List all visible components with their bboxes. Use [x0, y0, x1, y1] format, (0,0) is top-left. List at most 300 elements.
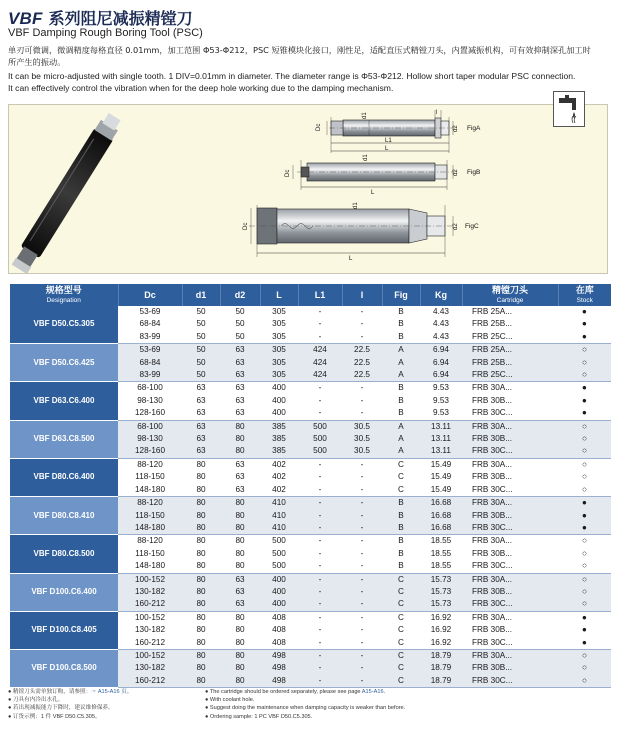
cell-fig: C [382, 662, 420, 674]
cell-kg: 9.53 [420, 382, 462, 395]
col-l: l [342, 284, 382, 306]
cell-cartridge: FRB 30A... [462, 611, 558, 624]
cell-stock: ○ [558, 675, 611, 688]
cell-d1: 63 [182, 433, 220, 445]
notes-english [205, 688, 405, 721]
table-row [10, 573, 611, 586]
cell-d2: 50 [220, 318, 260, 330]
cell-dc: 160-212 [118, 598, 182, 611]
cell-dc: 83-99 [118, 331, 182, 344]
cell-dc: 130-182 [118, 624, 182, 636]
table-row [10, 535, 611, 548]
page-reference-link[interactable]: ☞ A15-A16 页 [91, 689, 127, 695]
cell-d2: 63 [220, 586, 260, 598]
cell-d2: 50 [220, 331, 260, 344]
cell-cartridge: FRB 30A... [462, 420, 558, 433]
table-row [10, 420, 611, 433]
fig-a-drawing [316, 110, 481, 153]
cell-stock: ○ [558, 598, 611, 611]
table-body [10, 306, 611, 688]
cell-l: - [342, 458, 382, 471]
cell-l: - [342, 548, 382, 560]
cell-L: 400 [260, 395, 298, 407]
cell-L: 305 [260, 357, 298, 369]
cell-L1: - [298, 649, 342, 662]
cell-L: 305 [260, 344, 298, 357]
cell-L1: 500 [298, 433, 342, 445]
cell-l: - [342, 611, 382, 624]
cell-L: 400 [260, 407, 298, 420]
cell-fig: C [382, 649, 420, 662]
cell-cartridge: FRB 30A... [462, 573, 558, 586]
cell-d2: 63 [220, 357, 260, 369]
technical-drawing [9, 105, 608, 274]
col-stock: 在库 Stock [558, 284, 611, 306]
cell-L: 400 [260, 598, 298, 611]
cell-L: 305 [260, 331, 298, 344]
page-subtitle: VBF Damping Rough Boring Tool (PSC) [8, 27, 203, 39]
note-en-4: ● Ordering sample: 1 PC VBF D50.C5.305. [205, 713, 313, 720]
cell-cartridge: FRB 30A... [462, 382, 558, 395]
cell-d1: 80 [182, 675, 220, 688]
cell-fig: B [382, 510, 420, 522]
table-row [10, 344, 611, 357]
cell-l: - [342, 535, 382, 548]
cell-l: - [342, 497, 382, 510]
cell-L1: - [298, 471, 342, 483]
cell-cartridge: FRB 25C... [462, 369, 558, 382]
cell-L1: - [298, 510, 342, 522]
cell-cartridge: FRB 30C... [462, 522, 558, 535]
cell-d1: 63 [182, 445, 220, 458]
cell-d1: 50 [182, 344, 220, 357]
cell-dc: 128-160 [118, 407, 182, 420]
cell-l: - [342, 586, 382, 598]
label-L-b: L [371, 190, 375, 196]
cell-dc: 148-180 [118, 522, 182, 535]
cell-cartridge: FRB 25B... [462, 357, 558, 369]
cell-kg: 15.49 [420, 471, 462, 483]
cell-dc: 118-150 [118, 510, 182, 522]
cell-fig: B [382, 382, 420, 395]
cell-dc: 130-182 [118, 586, 182, 598]
cell-l: - [342, 471, 382, 483]
cell-d1: 80 [182, 611, 220, 624]
cell-L1: - [298, 331, 342, 344]
cell-fig: C [382, 598, 420, 611]
cell-d1: 63 [182, 395, 220, 407]
cell-cartridge: FRB 30C... [462, 598, 558, 611]
cell-cartridge: FRB 30C... [462, 637, 558, 650]
cell-d2: 63 [220, 573, 260, 586]
cell-stock: ● [558, 497, 611, 510]
cell-l: - [342, 560, 382, 573]
cell-fig: B [382, 548, 420, 560]
cell-d1: 80 [182, 510, 220, 522]
designation-cell: VBF D80.C8.500 [10, 535, 118, 573]
note-cn-3: ● 若出现减振能力下降时，建议维修保养。 [8, 705, 114, 712]
cell-L: 402 [260, 484, 298, 497]
cell-d1: 63 [182, 407, 220, 420]
cell-stock: ○ [558, 471, 611, 483]
cell-L: 408 [260, 624, 298, 636]
cell-l: - [342, 624, 382, 636]
cell-cartridge: FRB 30A... [462, 458, 558, 471]
cell-L1: - [298, 306, 342, 318]
cell-L1: 424 [298, 369, 342, 382]
cell-d1: 80 [182, 624, 220, 636]
cell-fig: C [382, 484, 420, 497]
cell-L: 500 [260, 535, 298, 548]
designation-cell: VBF D63.C8.500 [10, 420, 118, 458]
cell-dc: 68-84 [118, 318, 182, 330]
cell-cartridge: FRB 30C... [462, 484, 558, 497]
cell-fig: B [382, 497, 420, 510]
cell-dc: 128-160 [118, 445, 182, 458]
cell-cartridge: FRB 25C... [462, 331, 558, 344]
cell-kg: 16.68 [420, 510, 462, 522]
table-row [10, 458, 611, 471]
cell-cartridge: FRB 30A... [462, 649, 558, 662]
cell-L1: 424 [298, 344, 342, 357]
cell-d1: 63 [182, 420, 220, 433]
cell-stock: ○ [558, 573, 611, 586]
cell-L: 410 [260, 497, 298, 510]
table-row [10, 306, 611, 318]
cell-dc: 53-69 [118, 306, 182, 318]
cell-d1: 50 [182, 357, 220, 369]
cell-stock: ○ [558, 535, 611, 548]
cell-stock: ● [558, 407, 611, 420]
cell-L: 305 [260, 306, 298, 318]
note-cn-4: ● 订货示例：1 件 VBF D50.C5.305。 [8, 713, 101, 720]
label-l: l [436, 110, 438, 116]
cell-L1: - [298, 535, 342, 548]
cell-L1: - [298, 675, 342, 688]
cell-fig: C [382, 573, 420, 586]
cell-L1: 500 [298, 420, 342, 433]
fig-b-drawing [285, 154, 480, 196]
cell-d2: 80 [220, 420, 260, 433]
svg-text:d2: d2 [453, 169, 459, 176]
cell-d1: 50 [182, 331, 220, 344]
cell-dc: 88-120 [118, 535, 182, 548]
cell-d1: 80 [182, 573, 220, 586]
cell-fig: A [382, 357, 420, 369]
label-L1: L1 [385, 138, 392, 144]
svg-text:Dc: Dc [243, 222, 249, 230]
cell-L: 410 [260, 510, 298, 522]
cell-dc: 160-212 [118, 637, 182, 650]
cell-cartridge: FRB 30C... [462, 445, 558, 458]
cell-l: - [342, 573, 382, 586]
cell-d2: 63 [220, 369, 260, 382]
cell-L1: - [298, 522, 342, 535]
cell-kg: 15.73 [420, 573, 462, 586]
cell-l: - [342, 675, 382, 688]
cell-d2: 80 [220, 510, 260, 522]
cell-dc: 98-130 [118, 433, 182, 445]
cell-kg: 9.53 [420, 395, 462, 407]
description-en-line-2: It can effectively control the vibration when for the deep hole working due to the damping mechanism. [8, 83, 394, 93]
cell-d1: 80 [182, 637, 220, 650]
cell-L1: - [298, 624, 342, 636]
specification-table [10, 284, 611, 688]
cell-kg: 6.94 [420, 357, 462, 369]
col-d1: d1 [182, 284, 220, 306]
designation-cell: VBF D63.C6.400 [10, 382, 118, 420]
cell-dc: 118-150 [118, 471, 182, 483]
cell-L1: - [298, 497, 342, 510]
table-row [10, 382, 611, 395]
cell-cartridge: FRB 30B... [462, 471, 558, 483]
col-dc: Dc [118, 284, 182, 306]
cell-L1: - [298, 548, 342, 560]
cell-kg: 16.68 [420, 522, 462, 535]
cell-cartridge: FRB 30C... [462, 407, 558, 420]
cell-kg: 4.43 [420, 306, 462, 318]
cell-d1: 80 [182, 586, 220, 598]
cell-cartridge: FRB 30B... [462, 510, 558, 522]
cell-L: 498 [260, 675, 298, 688]
cell-d2: 63 [220, 407, 260, 420]
cell-stock: ○ [558, 548, 611, 560]
note-en-1: ● The cartridge should be ordered separately, please see page A15-A16. [205, 689, 386, 695]
cell-d1: 80 [182, 560, 220, 573]
table-row [10, 611, 611, 624]
cell-L1: - [298, 407, 342, 420]
cell-fig: C [382, 471, 420, 483]
page-reference-link-en[interactable]: A15-A16 [361, 689, 384, 695]
product-photo [10, 111, 124, 274]
cell-fig: B [382, 560, 420, 573]
cell-d2: 80 [220, 497, 260, 510]
cell-kg: 15.73 [420, 586, 462, 598]
cell-cartridge: FRB 30C... [462, 560, 558, 573]
cell-fig: B [382, 407, 420, 420]
cell-kg: 15.73 [420, 598, 462, 611]
title-chinese: 系列阻尼减振精镗刀 [48, 9, 193, 28]
cell-cartridge: FRB 30B... [462, 624, 558, 636]
cell-d2: 80 [220, 624, 260, 636]
cell-kg: 15.49 [420, 484, 462, 497]
cell-kg: 13.11 [420, 433, 462, 445]
svg-text:d1: d1 [353, 202, 359, 209]
cell-stock: ○ [558, 344, 611, 357]
cell-cartridge: FRB 30C... [462, 675, 558, 688]
cell-cartridge: FRB 30B... [462, 548, 558, 560]
cell-kg: 13.11 [420, 420, 462, 433]
cell-kg: 13.11 [420, 445, 462, 458]
cell-l: - [342, 649, 382, 662]
cell-d2: 80 [220, 548, 260, 560]
cell-kg: 16.92 [420, 637, 462, 650]
cell-dc: 68-100 [118, 382, 182, 395]
cell-l: - [342, 306, 382, 318]
cell-dc: 53-69 [118, 344, 182, 357]
cell-d1: 80 [182, 598, 220, 611]
cell-d2: 63 [220, 395, 260, 407]
cell-fig: C [382, 637, 420, 650]
cell-stock: ● [558, 395, 611, 407]
cell-kg: 18.55 [420, 535, 462, 548]
cell-kg: 16.92 [420, 611, 462, 624]
cell-cartridge: FRB 30B... [462, 586, 558, 598]
cell-d2: 63 [220, 484, 260, 497]
cell-l: - [342, 510, 382, 522]
cell-l: - [342, 637, 382, 650]
cell-dc: 148-180 [118, 560, 182, 573]
cell-cartridge: FRB 30B... [462, 433, 558, 445]
cell-L: 402 [260, 458, 298, 471]
cell-stock: ● [558, 306, 611, 318]
cell-dc: 88-120 [118, 497, 182, 510]
cell-dc: 130-182 [118, 662, 182, 674]
cell-L1: - [298, 611, 342, 624]
cell-d1: 80 [182, 662, 220, 674]
cell-kg: 9.53 [420, 407, 462, 420]
cell-d2: 50 [220, 306, 260, 318]
svg-text:d2: d2 [453, 223, 459, 230]
cell-l: - [342, 331, 382, 344]
designation-cell: VBF D50.C6.425 [10, 344, 118, 382]
cell-stock: ○ [558, 445, 611, 458]
cell-L1: - [298, 662, 342, 674]
note-cn-2: ● 刀具有内冷出水孔。 [8, 697, 64, 704]
cell-fig: A [382, 420, 420, 433]
col-cartridge: 精镗刀头 Cartridge [462, 284, 558, 306]
cell-d2: 63 [220, 598, 260, 611]
note-en-2: ● With coolant hole. [205, 697, 255, 704]
label-d2: d2 [453, 125, 459, 132]
cell-cartridge: FRB 25A... [462, 306, 558, 318]
cell-kg: 18.79 [420, 662, 462, 674]
cell-l: - [342, 382, 382, 395]
cell-d1: 80 [182, 458, 220, 471]
table-row [10, 497, 611, 510]
cell-stock: ● [558, 510, 611, 522]
label-L-c: L [349, 256, 353, 262]
cell-kg: 15.49 [420, 458, 462, 471]
cell-d1: 80 [182, 548, 220, 560]
cell-L1: - [298, 458, 342, 471]
cell-d1: 50 [182, 369, 220, 382]
cell-stock: ○ [558, 586, 611, 598]
cell-dc: 148-180 [118, 484, 182, 497]
cell-L1: - [298, 382, 342, 395]
col-kg: Kg [420, 284, 462, 306]
cell-dc: 83-99 [118, 369, 182, 382]
cell-fig: C [382, 458, 420, 471]
title-series-code: VBF [8, 9, 43, 28]
cell-d1: 50 [182, 306, 220, 318]
cell-stock: ● [558, 624, 611, 636]
cell-fig: A [382, 344, 420, 357]
cell-dc: 160-212 [118, 675, 182, 688]
cell-fig: A [382, 433, 420, 445]
cell-stock: ○ [558, 369, 611, 382]
cell-L1: - [298, 573, 342, 586]
cell-L: 408 [260, 637, 298, 650]
cell-L: 410 [260, 522, 298, 535]
cell-d2: 63 [220, 344, 260, 357]
cell-L: 498 [260, 649, 298, 662]
designation-cell: VBF D80.C8.410 [10, 497, 118, 535]
cell-d1: 80 [182, 484, 220, 497]
col-d2: d2 [220, 284, 260, 306]
description-cn-line-1: 单刃可微调，微调精度每格直径 0.01mm，加工范围 Φ53-Φ212，PSC 短锥模块化接口，刚性足，适配直压式精镗刀头，内置减振机构，可有效抑制深孔加工时 [8, 45, 591, 55]
cell-dc: 68-100 [118, 420, 182, 433]
table-row [10, 649, 611, 662]
cell-fig: B [382, 306, 420, 318]
cell-kg: 18.55 [420, 548, 462, 560]
cell-fig: A [382, 445, 420, 458]
designation-cell: VBF D100.C8.500 [10, 649, 118, 687]
product-drawing-panel [8, 104, 608, 274]
cell-fig: C [382, 586, 420, 598]
cell-kg: 4.43 [420, 331, 462, 344]
cell-cartridge: FRB 25A... [462, 344, 558, 357]
cell-L1: - [298, 395, 342, 407]
cell-L1: 500 [298, 445, 342, 458]
cell-dc: 100-152 [118, 649, 182, 662]
cell-fig: C [382, 624, 420, 636]
cell-kg: 18.55 [420, 560, 462, 573]
cell-stock: ● [558, 331, 611, 344]
label-L-a: L [385, 146, 389, 152]
cell-L1: - [298, 586, 342, 598]
cell-L: 385 [260, 433, 298, 445]
fig-a-label: FigA [467, 125, 481, 132]
cell-d1: 80 [182, 471, 220, 483]
designation-cell: VBF D100.C8.405 [10, 611, 118, 649]
note-cn-1: ● 精镗刀头需单独订购，请参照：☞ A15-A16 页。 [8, 689, 133, 695]
cell-L1: - [298, 484, 342, 497]
cell-l: 30.5 [342, 445, 382, 458]
cell-L: 400 [260, 586, 298, 598]
svg-text:Dc: Dc [285, 169, 291, 177]
cell-dc: 68-84 [118, 357, 182, 369]
cell-d2: 80 [220, 662, 260, 674]
page-title [8, 6, 193, 26]
cell-d2: 80 [220, 649, 260, 662]
cell-d1: 50 [182, 318, 220, 330]
cell-kg: 4.43 [420, 318, 462, 330]
cell-L: 498 [260, 662, 298, 674]
cell-stock: ○ [558, 433, 611, 445]
designation-cell: VBF D50.C5.305 [10, 306, 118, 344]
cell-L: 400 [260, 382, 298, 395]
cell-kg: 16.92 [420, 624, 462, 636]
cell-l: - [342, 484, 382, 497]
cell-cartridge: FRB 30B... [462, 395, 558, 407]
cell-d2: 80 [220, 560, 260, 573]
cell-kg: 6.94 [420, 344, 462, 357]
cell-L1: - [298, 560, 342, 573]
cell-fig: B [382, 318, 420, 330]
cell-fig: C [382, 675, 420, 688]
cell-l: - [342, 318, 382, 330]
cell-d1: 63 [182, 382, 220, 395]
cell-kg: 6.94 [420, 369, 462, 382]
cell-dc: 98-130 [118, 395, 182, 407]
description-en-line-1: It can be micro-adjusted with single tooth. 1 DIV=0.01mm in diameter. The diameter range is Φ53-Φ212. Hollow short taper modular PSC connection. [8, 71, 576, 81]
cell-L1: - [298, 598, 342, 611]
cell-d2: 80 [220, 522, 260, 535]
cell-dc: 88-120 [118, 458, 182, 471]
table-header-row [10, 284, 611, 306]
cell-d1: 80 [182, 497, 220, 510]
